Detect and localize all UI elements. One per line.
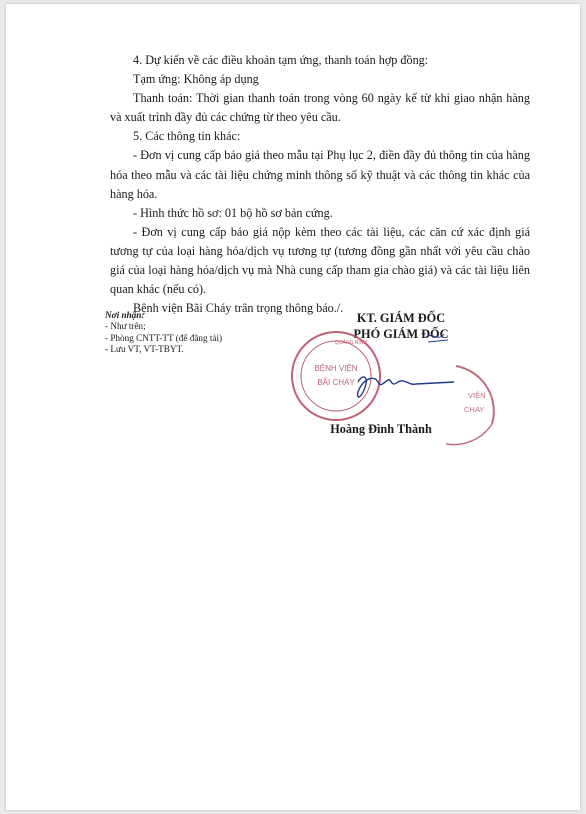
recipient-item: - Phòng CNTT-TT (để đăng tải) bbox=[105, 332, 223, 343]
official-stamp bbox=[292, 332, 380, 420]
supporting-documents-text: - Đơn vị cung cấp báo giá nộp kèm theo các tài liệu, các căn cứ xác định giá tương tự của loại hàng hóa/dịch vụ tương tự (tương đồng gần nhất với yêu cầu chào giá của loại hàng hóa/dịch vụ mà Nhà cung cấp tham gia chào giá) và các tài liệu liên quan khác (nếu có). bbox=[110, 224, 530, 297]
recipients-title: Nơi nhận: bbox=[105, 310, 145, 320]
recipient-item: - Như trên; bbox=[105, 321, 146, 332]
signature-line-2: PHÓ GIÁM ĐỐC bbox=[353, 327, 449, 341]
stamp-fragment-chay: CHAY bbox=[464, 405, 485, 414]
payment-terms-text: Thanh toán: Thời gian thanh toán trong vòng 60 ngày kể từ khi giao nhận hàng và xuất trình đầy đủ các chứng từ theo yêu cầu. bbox=[110, 91, 530, 125]
stamp-and-signature-graphic bbox=[6, 4, 580, 810]
recipient-item: - Lưu VT, VT-TBYT. bbox=[105, 344, 184, 355]
handwritten-signature bbox=[358, 334, 454, 397]
section-4-heading: 4. Dự kiến về các điều khoản tạm ứng, thanh toán hợp đồng: bbox=[133, 53, 429, 67]
stamp-fragment-vien: VIỆN bbox=[468, 391, 486, 400]
stamp-text-1: BỆNH VIỆN bbox=[314, 364, 358, 373]
advance-payment-text: Tạm ứng: Không áp dụng bbox=[133, 72, 259, 87]
quote-form-text: - Đơn vị cung cấp báo giá theo mẫu tại Phụ lục 2, điền đầy đủ thông tin của hàng hóa theo mẫu và các tài liệu chứng minh thông số kỹ thuật và các thông tin khác của hàng hóa. bbox=[110, 148, 530, 201]
document-page bbox=[6, 4, 580, 810]
document-format-text: - Hình thức hồ sơ: 01 bộ hồ sơ bản cứng. bbox=[133, 205, 333, 220]
signer-name: Hoàng Đình Thành bbox=[330, 422, 432, 436]
closing-text: Bệnh viện Bãi Cháy trân trọng thông báo./. bbox=[133, 301, 344, 316]
stamp-text-2: BÃI CHÁY bbox=[317, 378, 355, 387]
stamp-ring-text: QUẢNG NINH bbox=[335, 340, 367, 346]
signature-line-1: KT. GIÁM ĐỐC bbox=[356, 311, 446, 325]
section-5-heading: 5. Các thông tin khác: bbox=[133, 129, 241, 144]
